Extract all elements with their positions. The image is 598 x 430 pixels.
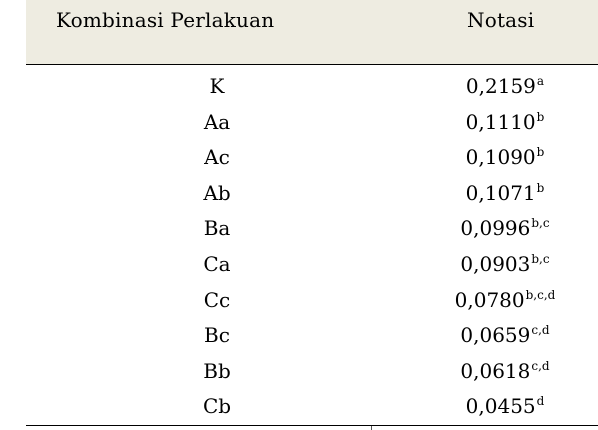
table-row xyxy=(26,354,598,390)
table-row xyxy=(26,389,598,425)
combination-cell: Cb xyxy=(202,394,232,419)
notation-value: 0,0659 xyxy=(460,323,531,348)
notation-value: 0,0618 xyxy=(460,358,531,383)
notation-value: 0,0996 xyxy=(460,216,531,241)
table-row xyxy=(26,283,598,319)
notation-superscript: b xyxy=(536,109,545,124)
table-row xyxy=(26,69,598,105)
notation-value: 0,0455 xyxy=(465,394,536,419)
header-notation: Notasi xyxy=(467,8,535,32)
results-table xyxy=(26,0,598,426)
notation-cell xyxy=(410,216,598,240)
notation-cell xyxy=(410,181,598,205)
notation-superscript: b,c xyxy=(531,216,550,231)
header-combination: Kombinasi Perlakuan xyxy=(56,8,275,32)
notation-superscript: c,d xyxy=(531,358,550,373)
combination-cell: Ac xyxy=(204,145,230,170)
notation-cell xyxy=(410,394,598,418)
notation-value: 0,0780 xyxy=(454,287,525,312)
notation-value: 0,1110 xyxy=(465,109,536,134)
notation-cell xyxy=(410,359,598,383)
notation-superscript: b,c,d xyxy=(525,287,556,302)
table-body xyxy=(26,65,598,426)
notation-value: 0,1090 xyxy=(465,145,536,170)
table-row xyxy=(26,247,598,283)
notation-superscript: c,d xyxy=(531,323,550,338)
notation-cell xyxy=(410,74,598,98)
table-row xyxy=(26,211,598,247)
combination-cell: Bc xyxy=(204,323,230,348)
table-row xyxy=(26,318,598,354)
notation-superscript: b xyxy=(536,180,545,195)
table-row xyxy=(26,140,598,176)
notation-superscript: a xyxy=(536,74,545,88)
table-header xyxy=(26,0,598,65)
notation-superscript: d xyxy=(536,394,545,409)
notation-cell xyxy=(410,288,598,312)
combination-cell: Cc xyxy=(203,287,231,312)
notation-value: 0,1071 xyxy=(465,180,536,205)
notation-superscript: b,c xyxy=(531,251,550,266)
notation-value: 0,0903 xyxy=(460,251,531,276)
notation-superscript: b xyxy=(536,145,545,160)
notation-cell xyxy=(410,252,598,276)
combination-cell: Bb xyxy=(203,358,231,383)
combination-cell: Ca xyxy=(203,251,231,276)
notation-cell xyxy=(410,145,598,169)
table-row xyxy=(26,176,598,212)
combination-cell: Ab xyxy=(203,180,231,205)
notation-cell xyxy=(410,323,598,347)
notation-cell xyxy=(410,110,598,134)
combination-cell: K xyxy=(209,74,225,98)
combination-cell: Aa xyxy=(203,109,231,134)
notation-value: 0,2159 xyxy=(465,74,536,98)
combination-cell: Ba xyxy=(203,216,231,241)
table-row xyxy=(26,105,598,141)
